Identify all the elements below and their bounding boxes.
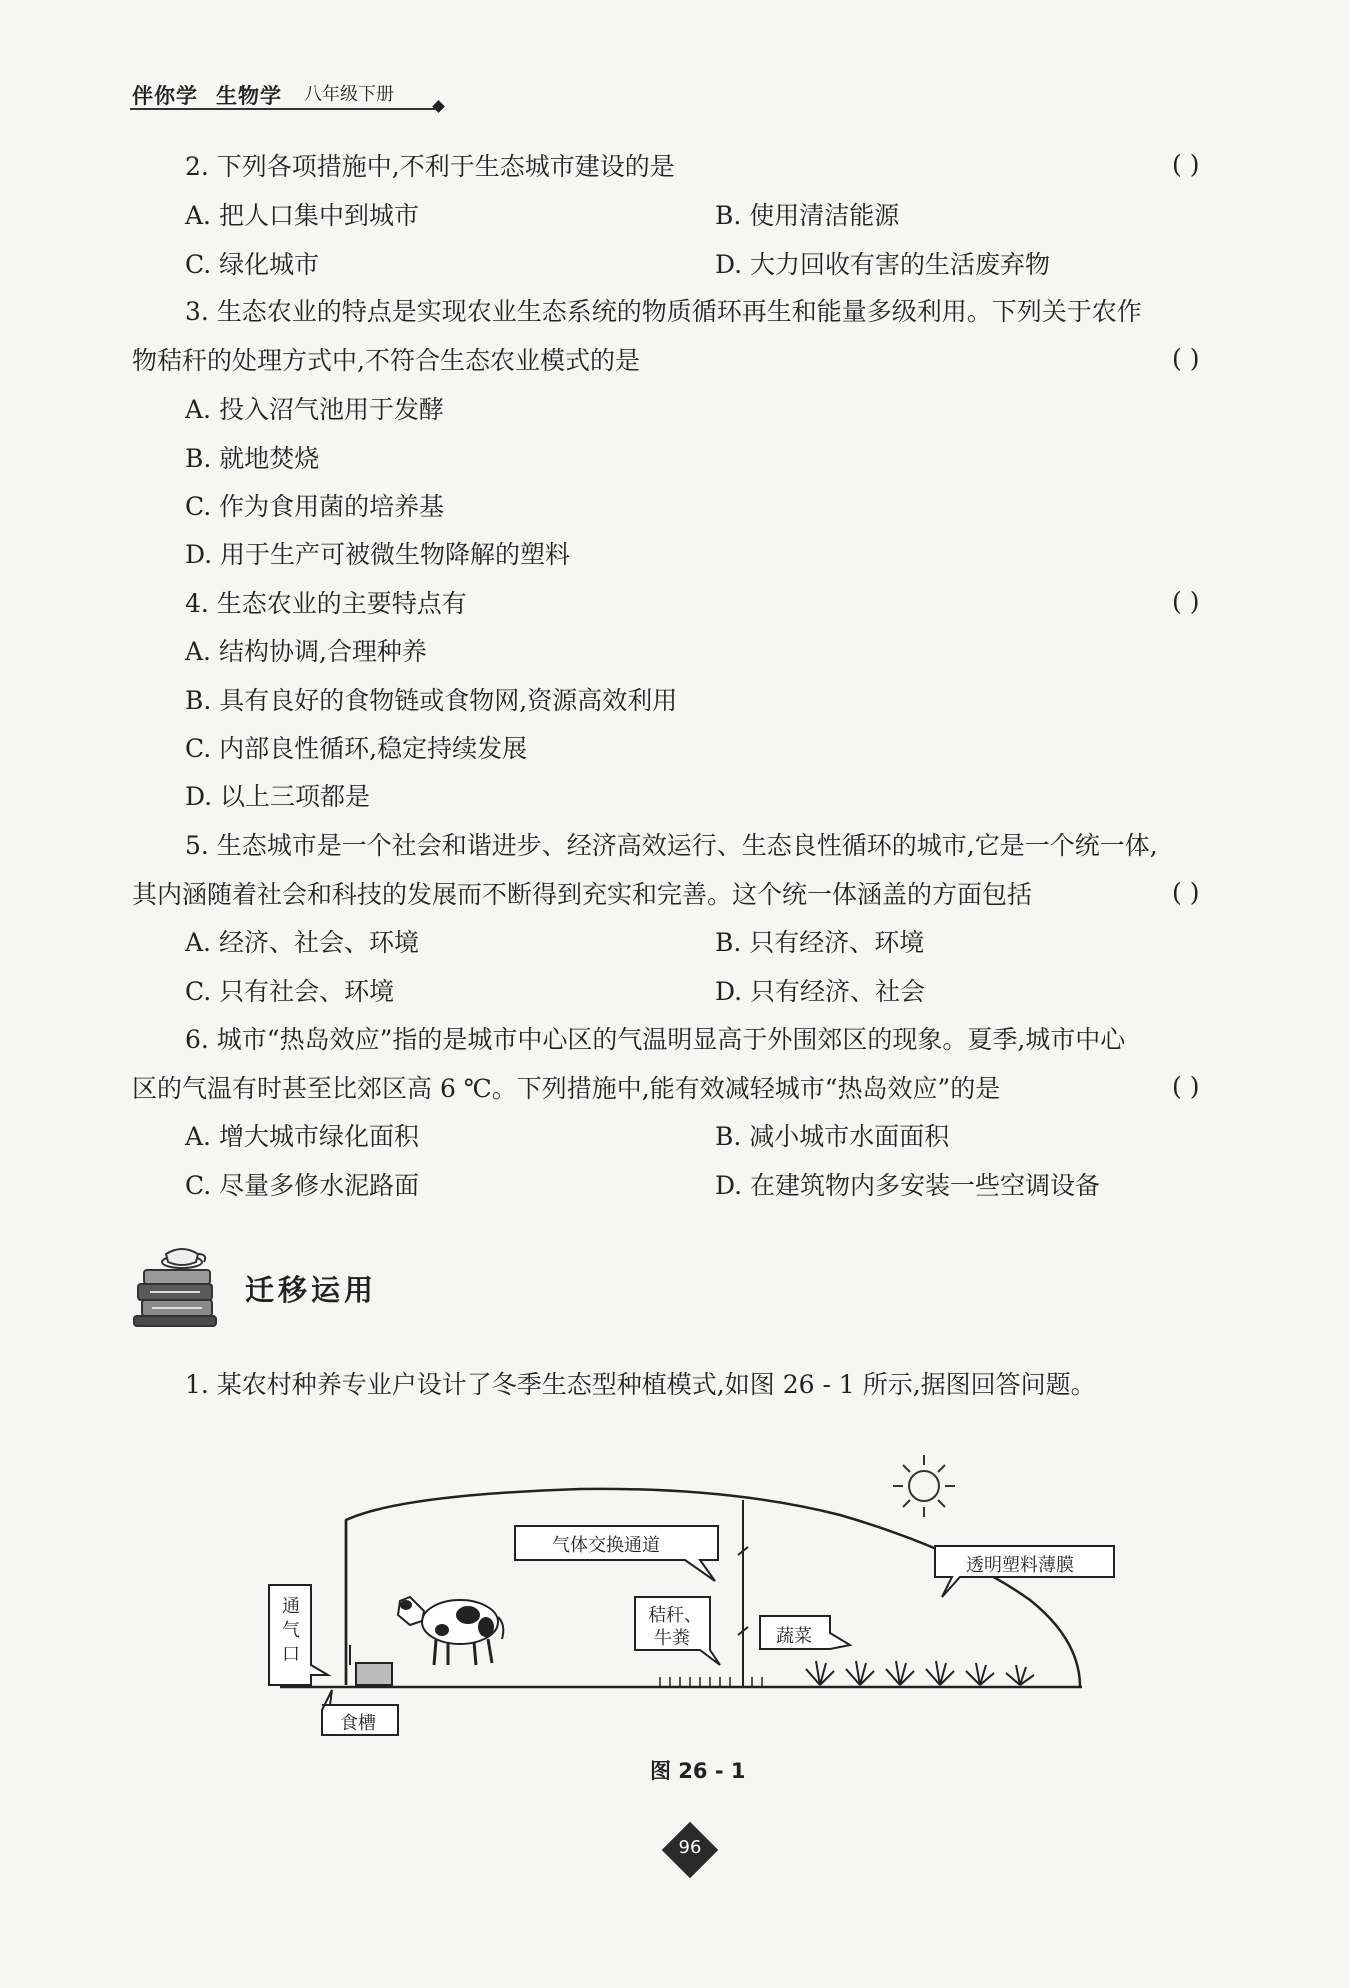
label-straw: 秸秆、 — [648, 1605, 702, 1626]
q5-option-b: B. 只有经济、环境 — [715, 928, 925, 957]
header-series: 伴你学 — [132, 84, 198, 108]
q3-answer-paren[interactable]: ( ) — [1172, 344, 1200, 373]
label-dung: 牛粪 — [654, 1628, 690, 1649]
page-number: 96 — [678, 1837, 702, 1858]
q3-stem-line1: 3. 生态农业的特点是实现农业生态系统的物质循环再生和能量多级利用。下列关于农作 — [185, 297, 1142, 326]
q3-option-d: D. 用于生产可被微生物降解的塑料 — [185, 540, 571, 569]
q4-stem: 4. 生态农业的主要特点有 — [185, 589, 467, 618]
q3-option-b: B. 就地焚烧 — [185, 444, 320, 473]
q4-option-c: C. 内部良性循环,稳定持续发展 — [185, 734, 528, 763]
q6-option-a: A. 增大城市绿化面积 — [185, 1122, 419, 1151]
q4-answer-paren[interactable]: ( ) — [1172, 587, 1200, 616]
straw-pit — [660, 1677, 762, 1687]
q2-answer-paren[interactable]: ( ) — [1172, 150, 1200, 179]
q2-option-a: A. 把人口集中到城市 — [185, 201, 419, 230]
label-vegetables: 蔬菜 — [776, 1626, 812, 1647]
q5-option-c: C. 只有社会、环境 — [185, 977, 395, 1006]
q6-answer-paren[interactable]: ( ) — [1172, 1072, 1200, 1101]
q2-option-c: C. 绿化城市 — [185, 250, 320, 279]
q3-option-c: C. 作为食用菌的培养基 — [185, 492, 445, 521]
q4-option-b: B. 具有良好的食物链或食物网,资源高效利用 — [185, 686, 678, 715]
q2-stem: 2. 下列各项措施中,不利于生态城市建设的是 — [185, 152, 675, 181]
q4-option-d: D. 以上三项都是 — [185, 782, 371, 811]
label-vent-1: 通 — [282, 1596, 300, 1617]
greenhouse-figure — [260, 1425, 1120, 1755]
q3-option-a: A. 投入沼气池用于发酵 — [185, 395, 444, 424]
header-rule — [130, 108, 440, 110]
label-vent-3: 口 — [282, 1644, 300, 1665]
header-subject: 生物学 — [216, 84, 282, 108]
q5-stem-line2: 其内涵随着社会和科技的发展而不断得到充实和完善。这个统一体涵盖的方面包括 — [132, 880, 1033, 909]
q6-stem-line2: 区的气温有时甚至比郊区高 6 ℃。下列措施中,能有效减轻城市“热岛效应”的是 — [132, 1074, 1001, 1103]
q6-option-c: C. 尽量多修水泥路面 — [185, 1171, 420, 1200]
q5-option-d: D. 只有经济、社会 — [715, 977, 926, 1006]
q3-stem-line2: 物秸秆的处理方式中,不符合生态农业模式的是 — [132, 346, 640, 375]
q5-option-a: A. 经济、社会、环境 — [185, 928, 419, 957]
figure-caption: 图 26 - 1 — [650, 1759, 746, 1783]
q5-answer-paren[interactable]: ( ) — [1172, 878, 1200, 907]
q2-option-d: D. 大力回收有害的生活废弃物 — [715, 250, 1051, 279]
page-number-badge — [666, 1826, 714, 1874]
books-coffee-icon — [130, 1240, 230, 1330]
section-title: 迁移运用 — [245, 1273, 378, 1307]
q6-stem-line1: 6. 城市“热岛效应”指的是城市中心区的气温明显高于外围郊区的现象。夏季,城市中心 — [185, 1025, 1126, 1054]
label-vent-2: 气 — [282, 1620, 300, 1641]
transfer-q1-stem: 1. 某农村种养专业户设计了冬季生态型种植模式,如图 26 - 1 所示,据图回答问题。 — [185, 1370, 1096, 1399]
q2-option-b: B. 使用清洁能源 — [715, 201, 900, 230]
label-trough: 食槽 — [340, 1713, 376, 1734]
sun-icon — [893, 1455, 955, 1517]
greenhouse-diagram — [260, 1425, 1120, 1755]
trough-icon — [356, 1663, 392, 1685]
cow-icon — [398, 1597, 503, 1665]
header-grade: 八年级下册 — [304, 84, 394, 105]
q5-stem-line1: 5. 生态城市是一个社会和谐进步、经济高效运行、生态良性循环的城市,它是一个统一体, — [185, 831, 1158, 860]
q6-option-b: B. 减小城市水面面积 — [715, 1122, 950, 1151]
page-header — [132, 76, 442, 110]
q4-option-a: A. 结构协调,合理种养 — [185, 637, 427, 666]
label-plastic-film: 透明塑料薄膜 — [966, 1555, 1074, 1576]
q6-option-d: D. 在建筑物内多安装一些空调设备 — [715, 1171, 1101, 1200]
label-gas-channel: 气体交换通道 — [552, 1535, 660, 1556]
vegetable-icons — [806, 1661, 1034, 1685]
